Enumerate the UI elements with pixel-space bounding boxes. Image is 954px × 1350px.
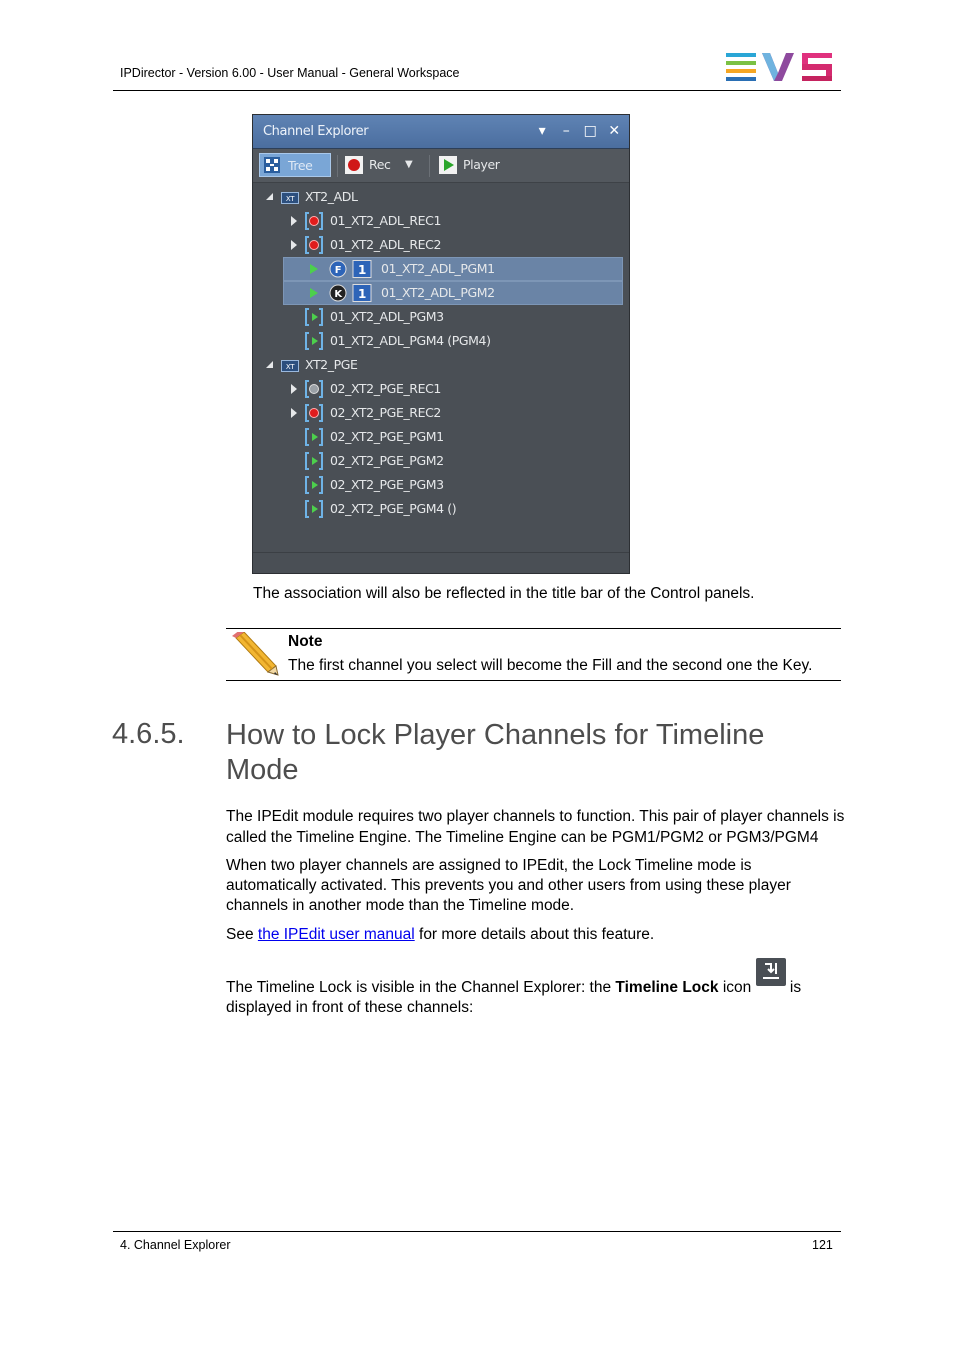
tree-row[interactable] — [253, 305, 629, 329]
tree-row[interactable] — [253, 185, 629, 209]
key-badge-icon — [329, 284, 375, 302]
rec-icon — [345, 156, 363, 174]
play-arrow-icon[interactable] — [309, 287, 319, 299]
player-button-label: Player — [463, 157, 500, 172]
player-channel-icon — [305, 500, 323, 518]
tree-row-label: 01_XT2_ADL_REC1 — [330, 213, 441, 228]
section-title: How to Lock Player Channels for Timeline Mode — [226, 719, 765, 786]
channel-explorer-toolbar — [253, 149, 629, 183]
svg-text:1: 1 — [358, 263, 366, 277]
paragraph-text: icon — [718, 979, 756, 996]
tree-row[interactable] — [253, 257, 629, 281]
tree-row-label: 01_XT2_ADL_PGM4 (PGM4) — [330, 333, 491, 348]
expanded-arrow-icon[interactable] — [265, 191, 275, 203]
tree-row-label: 01_XT2_ADL_PGM1 — [381, 261, 495, 276]
header-title: IPDirector - Version 6.00 - User Manual - General Workspace — [120, 66, 460, 80]
tree-row-label: 02_XT2_PGE_REC1 — [330, 381, 441, 396]
tree-row[interactable] — [253, 329, 629, 353]
paragraph: The IPEdit module requires two player channels to function. This pair of player channels is called the Timeline Engine. The Timeline Engine can be PGM1/PGM2 or PGM3/PGM4 — [226, 808, 845, 846]
rec-dropdown-icon[interactable]: ▼ — [405, 159, 413, 170]
tree-row[interactable] — [253, 449, 629, 473]
paragraph: When two player channels are assigned to IPEdit, the Lock Timeline mode is automatically activated. This prevents you and other users from using these player channels in another mode than the Timeline mode. — [226, 857, 791, 914]
svg-text:K: K — [334, 289, 342, 300]
channel-tree — [253, 183, 629, 553]
collapsed-arrow-icon[interactable] — [289, 215, 299, 227]
player-icon — [439, 156, 457, 174]
minimize-icon[interactable]: – — [562, 123, 570, 139]
fill-badge-icon — [329, 260, 375, 278]
rec-button-label: Rec — [369, 157, 391, 172]
tree-row-label: XT2_PGE — [305, 357, 358, 372]
channel-explorer-title: Channel Explorer — [263, 124, 369, 139]
tree-row[interactable] — [253, 473, 629, 497]
tree-icon — [264, 157, 280, 173]
toolbar-separator — [337, 155, 338, 177]
player-channel-icon — [305, 428, 323, 446]
note-title: Note — [288, 633, 323, 650]
svg-text:F: F — [334, 265, 342, 276]
tree-row-label: 02_XT2_PGE_PGM2 — [330, 453, 444, 468]
tree-row[interactable] — [253, 401, 629, 425]
footer-rule — [113, 1231, 841, 1232]
tree-row[interactable] — [253, 497, 629, 521]
tree-row-label: 02_XT2_PGE_REC2 — [330, 405, 441, 420]
player-channel-icon — [305, 452, 323, 470]
tree-row[interactable] — [253, 233, 629, 257]
xt-server-icon — [281, 192, 299, 204]
tree-row-label: 01_XT2_ADL_PGM3 — [330, 309, 444, 324]
player-channel-icon — [305, 332, 323, 350]
channel-explorer-panel — [252, 114, 630, 574]
page-number: 121 — [812, 1238, 833, 1252]
maximize-icon[interactable]: □ — [583, 123, 597, 139]
player-channel-icon — [305, 308, 323, 326]
tree-row-label: 02_XT2_PGE_PGM4 () — [330, 501, 457, 516]
rec-channel-icon — [305, 236, 323, 254]
paragraph-text: The Timeline Lock is visible in the Channel Explorer: the — [226, 979, 616, 996]
paragraph — [226, 925, 846, 945]
collapsed-arrow-icon[interactable] — [289, 239, 299, 251]
tree-row[interactable] — [253, 353, 629, 377]
tree-button[interactable] — [259, 153, 331, 177]
rec-channel-idle-icon — [305, 380, 323, 398]
section-number: 4.6.5. — [112, 718, 185, 750]
tree-row-label: 02_XT2_PGE_PGM3 — [330, 477, 444, 492]
rec-channel-icon — [305, 404, 323, 422]
ipedit-manual-link[interactable]: the IPEdit user manual — [257, 926, 415, 943]
tree-row-label: 02_XT2_PGE_PGM1 — [330, 429, 444, 444]
header-rule — [113, 90, 841, 91]
svg-text:XT: XT — [285, 195, 295, 203]
tree-row-label: XT2_ADL — [305, 189, 358, 204]
collapsed-arrow-icon[interactable] — [289, 383, 299, 395]
toolbar-separator — [429, 155, 430, 177]
tree-row-label: 01_XT2_ADL_PGM2 — [381, 285, 495, 300]
collapsed-arrow-icon[interactable] — [289, 407, 299, 419]
tree-button-label: Tree — [288, 158, 313, 173]
player-button[interactable] — [439, 153, 509, 177]
tree-row-label: 01_XT2_ADL_REC2 — [330, 237, 441, 252]
expanded-arrow-icon[interactable] — [265, 359, 275, 371]
footer-chapter: 4. Channel Explorer — [120, 1238, 231, 1252]
caption-text: The association will also be reflected in the title bar of the Control panels. — [253, 585, 755, 602]
tree-row[interactable] — [253, 209, 629, 233]
timeline-lock-icon — [756, 958, 786, 986]
note-text: The first channel you select will become the Fill and the second one the Key. — [288, 657, 813, 674]
player-channel-icon — [305, 476, 323, 494]
tree-row[interactable] — [253, 281, 629, 305]
tree-row[interactable] — [253, 425, 629, 449]
rec-button[interactable] — [345, 153, 417, 177]
note-top-rule — [226, 628, 841, 629]
evs-logo — [726, 53, 834, 81]
paragraph-text: is displayed in front of these channels: — [226, 979, 802, 1016]
channel-explorer-footer-line — [253, 552, 629, 553]
paragraph — [226, 966, 846, 1018]
paragraph-text: for more details about this feature. — [414, 926, 655, 943]
xt-server-icon — [281, 360, 299, 372]
tree-row[interactable] — [253, 377, 629, 401]
dropdown-icon[interactable]: ▾ — [538, 123, 546, 139]
play-arrow-icon[interactable] — [309, 263, 319, 275]
close-icon[interactable]: ✕ — [608, 123, 620, 139]
rec-channel-icon — [305, 212, 323, 230]
paragraph-text: See — [226, 926, 258, 943]
pencil-icon — [230, 632, 280, 676]
note-bottom-rule — [226, 680, 841, 681]
svg-text:1: 1 — [358, 287, 366, 301]
svg-text:XT: XT — [285, 363, 295, 371]
channel-explorer-titlebar — [253, 115, 629, 149]
paragraph-bold: Timeline Lock — [615, 979, 719, 996]
